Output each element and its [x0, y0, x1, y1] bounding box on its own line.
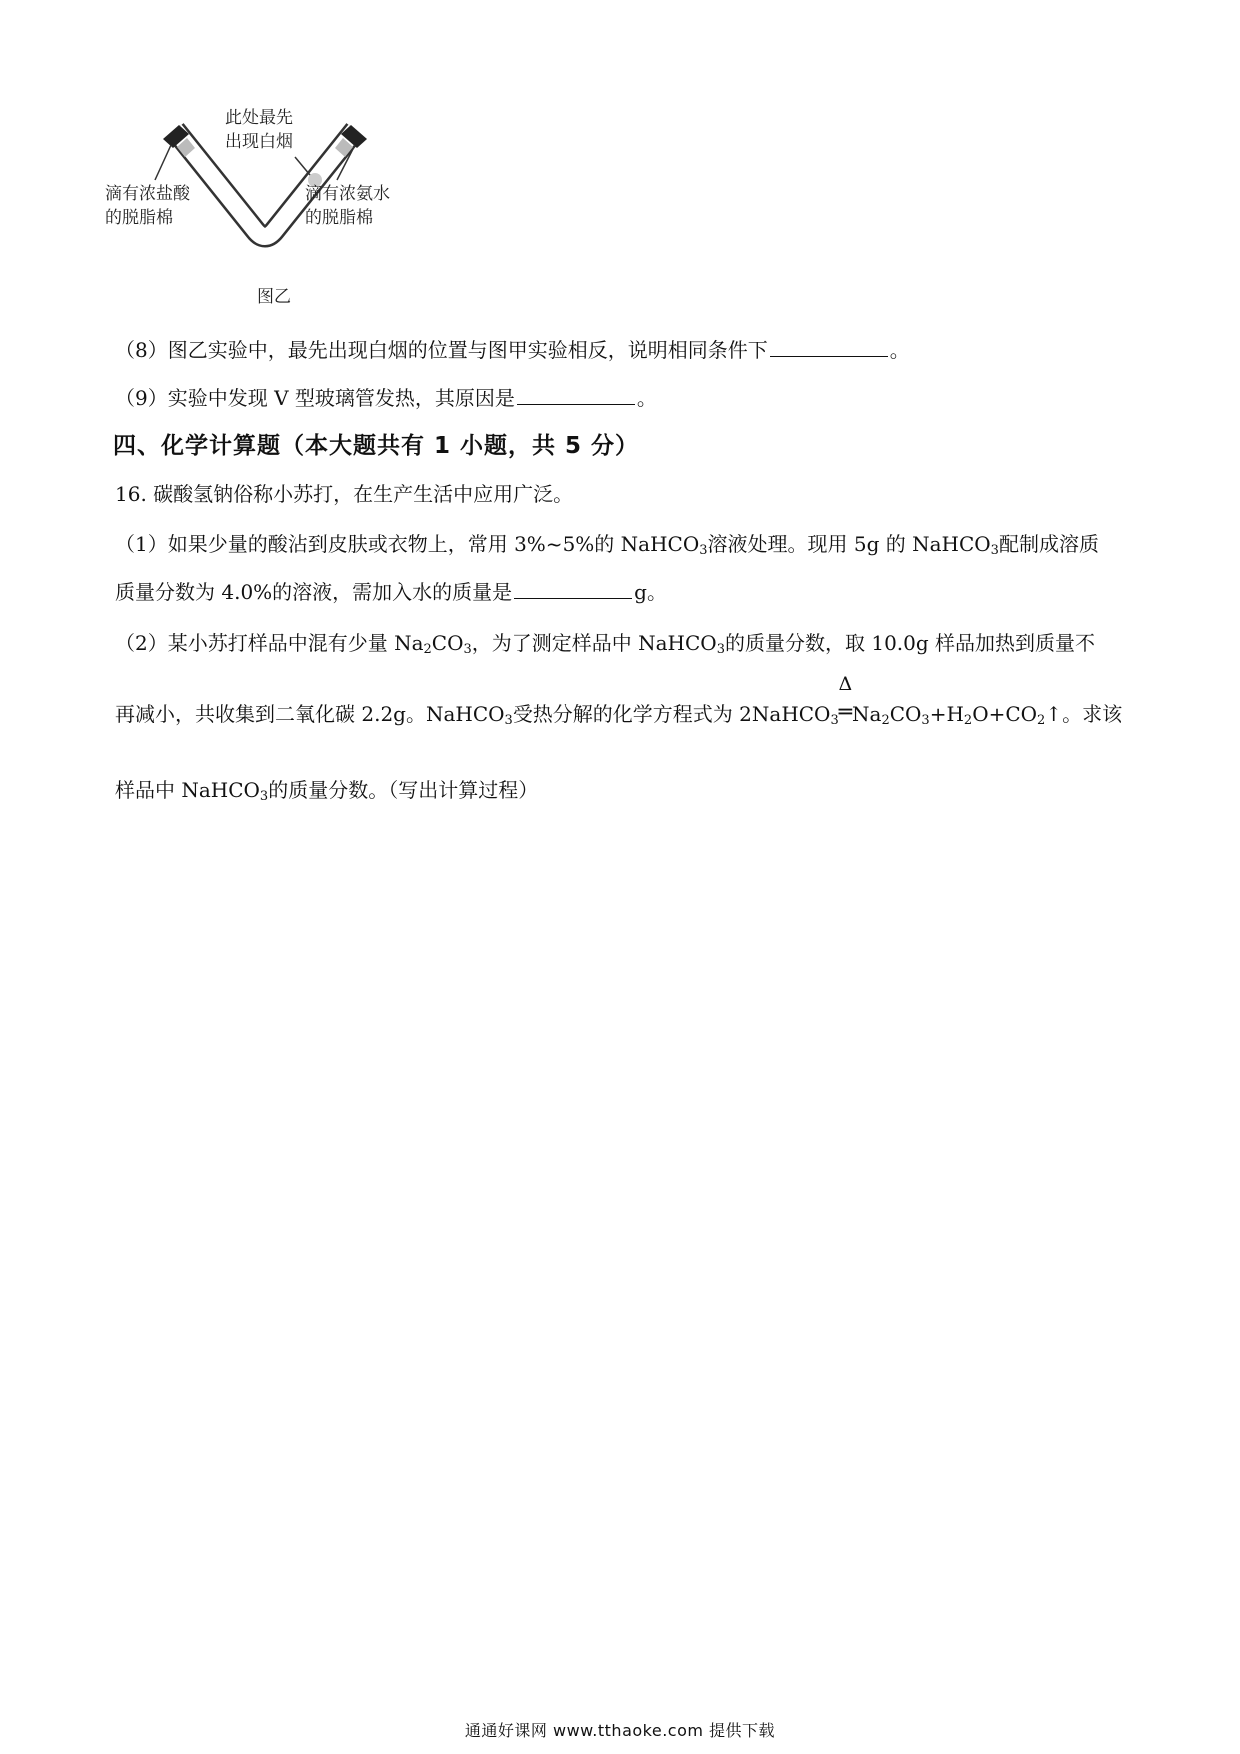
- q16-p1-sub-b: 3: [990, 543, 999, 558]
- v-tube-figure: [105, 105, 465, 310]
- top-label-line1: 此处最先: [225, 108, 293, 128]
- q16-p2-sub-1: 2: [423, 642, 432, 657]
- q16-p1-line2-text: 质量分数为 4.0%的溶液，需加入水的质量是: [115, 580, 513, 604]
- right-label-line2: 的脱脂棉: [305, 208, 373, 228]
- q16-p2l2-text-e: +H: [929, 702, 964, 726]
- figure-caption: 图乙: [257, 287, 291, 307]
- q16-p2l3-text-a: 样品中 NaHCO: [115, 778, 260, 802]
- q16-p1-line2-unit: g。: [634, 580, 667, 604]
- q16-p2-text-c: ，为了测定样品中 NaHCO: [471, 631, 717, 655]
- q16-part1-line1: [115, 530, 1099, 558]
- q16-part2-line2: [115, 673, 1123, 728]
- question-8: [115, 336, 910, 364]
- q16-p2l2-text-d: CO: [889, 702, 922, 726]
- left-label-line1: 滴有浓盐酸: [105, 184, 190, 204]
- q9-text: （9）实验中发现 V 型玻璃管发热，其原因是: [115, 386, 515, 410]
- q16-p1-answer-blank[interactable]: [514, 580, 632, 599]
- q16-p2l2-text-c: Na: [852, 702, 882, 726]
- q16-p1-text-a: （1）如果少量的酸沾到皮肤或衣物上，常用 3%~5%的 NaHCO: [115, 532, 700, 556]
- q16-p1-sub-a: 3: [699, 543, 708, 558]
- q16-p2l2-text-f: O+CO: [972, 702, 1038, 726]
- left-leader-line: [155, 145, 171, 180]
- q8-text: （8）图乙实验中，最先出现白烟的位置与图甲实验相反，说明相同条件下: [115, 338, 768, 362]
- q8-end: 。: [889, 338, 910, 362]
- right-label-line1: 滴有浓氨水: [305, 184, 390, 204]
- q16-p2l2-sub-6: 2: [1037, 713, 1046, 728]
- q9-end: 。: [636, 386, 657, 410]
- q16-p2l2-sub-3: 2: [881, 713, 890, 728]
- q16-p2l2-text-g: ↑。求该: [1045, 702, 1123, 726]
- q16-p2l2-sub-1: 3: [504, 713, 513, 728]
- q16-p2l3-sub: 3: [259, 789, 269, 804]
- q16-p2l2-sub-2: 3: [830, 713, 839, 728]
- q16-p2l2-sub-5: 2: [963, 713, 973, 728]
- delta-symbol: Δ: [838, 673, 853, 695]
- top-leader-line: [295, 157, 310, 175]
- q16-p2-sub-3: 3: [716, 642, 725, 657]
- reaction-equals-sign: ═: [838, 700, 852, 725]
- q16-p2l2-text-b: 受热分解的化学方程式为 2NaHCO: [512, 702, 831, 726]
- section-4-title: 四、化学计算题（本大题共有 1 小题，共 5 分）: [113, 433, 640, 459]
- page-footer: 通通好课网 www.tthaoke.com 提供下载: [464, 1721, 776, 1740]
- question-16-stem: 16. 碳酸氢钠俗称小苏打，在生产生活中应用广泛。: [115, 482, 574, 506]
- left-label-line2: 的脱脂棉: [105, 208, 173, 228]
- q16-p1-text-c: 配制成溶质: [998, 532, 1099, 556]
- q16-p2-text-b: CO: [431, 631, 464, 655]
- q9-answer-blank[interactable]: [517, 386, 635, 405]
- q16-p2l3-text-b: 的质量分数。（写出计算过程）: [268, 778, 539, 802]
- q16-p2-text-a: （2）某小苏打样品中混有少量 Na: [115, 631, 424, 655]
- q16-part2-line1: [115, 629, 1095, 657]
- q16-p2l2-text-a: 再减小，共收集到二氧化碳 2.2g。NaHCO: [115, 702, 505, 726]
- q16-p2-text-d: 的质量分数，取 10.0g 样品加热到质量不: [724, 631, 1096, 655]
- q16-part2-line3: [115, 776, 538, 804]
- question-9: [115, 384, 657, 412]
- q16-p2l2-sub-4: 3: [921, 713, 930, 728]
- q16-part1-line2: [115, 578, 667, 606]
- q16-p2-sub-2: 3: [463, 642, 472, 657]
- q16-p1-text-b: 溶液处理。现用 5g 的 NaHCO: [707, 532, 991, 556]
- reaction-condition: [838, 673, 853, 728]
- q8-answer-blank[interactable]: [770, 338, 888, 357]
- top-label-line2: 出现白烟: [225, 132, 293, 152]
